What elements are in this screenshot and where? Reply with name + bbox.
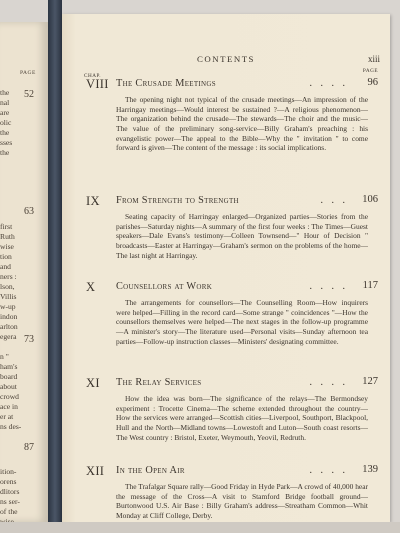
left-page-number: 63 [24, 206, 34, 217]
chapter-synopsis: The opening night not typical of the crusade meetings—An impression of the Harringay meetings—Would interest be sustained ?—A religious phenomenon—The organization behind the crusade—The stewards—The choir and the music—The value of the preliminary song-service—Billy Graham's preaching : his evangelistic power—The appeal to the Bible—Why the " invitation " to come forward is given—The content of the message : its social implications. [116, 95, 368, 153]
leader-dots: . . . . [309, 281, 348, 292]
left-page-fragment: dlitors [0, 487, 20, 496]
left-page-fragment: egera [0, 332, 17, 341]
chapter-title: The Relay Services [116, 377, 202, 388]
chapter-title: From Strength to Strength [116, 195, 239, 206]
chapter-title: Counsellors at Work [116, 281, 213, 292]
chapter-number: X [86, 280, 96, 294]
left-page-fragment: tion [0, 252, 12, 261]
left-page-fragment: first [0, 222, 13, 231]
left-page-fragment: ns ser- [0, 497, 20, 506]
chapter-page: 96 [367, 77, 378, 88]
toc-entry [86, 194, 378, 260]
left-page-fragment: orens [0, 477, 17, 486]
chapter-page: 117 [362, 280, 378, 291]
left-page-fragment: about [0, 382, 17, 391]
chapter-page: 127 [362, 376, 378, 387]
left-page [0, 22, 48, 522]
left-page-fragment: crowd [0, 392, 19, 401]
chapter-column-label: CHAP. [84, 73, 102, 79]
left-page-fragment: ham's [0, 362, 18, 371]
left-page-header: PAGE [20, 70, 36, 76]
chapter-title: In the Open Air [116, 465, 185, 476]
left-page-fragment: wise [0, 242, 14, 251]
table-surface [0, 522, 400, 533]
left-page-fragment: and [0, 262, 11, 271]
chapter-synopsis: How the idea was born—The significance of the relays—The Bermondsey experiment : Trocette Cinema—The scheme extended throughout the country—How the services were arranged—Scottish cities—Liverpool, Southport, Blackpool, Hull and the North—Midland towns—Lowestoft and Luton—South coast resorts—The West country : Bristol, Exeter, Weymouth, Yeovil, Redruth. [116, 394, 368, 442]
left-page-fragment: ners : [0, 272, 17, 281]
page-number: xiii [367, 54, 380, 64]
left-page-fragment: Villis [0, 292, 17, 301]
chapter-page: 106 [362, 194, 378, 205]
left-page-number: 73 [24, 334, 34, 345]
chapter-title: The Crusade Meetings [116, 78, 216, 89]
left-page-number: 52 [24, 89, 34, 100]
book-spine [48, 0, 62, 533]
left-page-fragment: the [0, 148, 10, 157]
left-page-fragment: the [0, 88, 10, 97]
left-page-fragment: Ruth [0, 232, 15, 241]
left-page-fragment: are [0, 108, 10, 117]
left-page-fragment: sses [0, 138, 13, 147]
right-page [62, 14, 390, 522]
chapter-page: 139 [362, 464, 378, 475]
left-page-fragment: ition- [0, 467, 17, 476]
leader-dots: . . . [320, 195, 348, 206]
chapter-synopsis: Seating capacity of Harringay enlarged—Organized parties—Stories from the parishes—Saturday nights—A summary of the first four weeks : The Times—Guest speakers—Dale Evans's testimony—Colleen Townsend—" Hour of Decision " broadcasts—Easter at Harringay—Graham's sermon on the problems of the home—The last night at Harringay. [116, 212, 368, 260]
left-page-fragment: lson, [0, 282, 15, 291]
left-page-fragment: arlton [0, 322, 18, 331]
left-page-number: 87 [24, 442, 34, 453]
toc-entry [86, 280, 378, 346]
chapter-number: XII [86, 464, 105, 478]
page-column-label: PAGE [362, 68, 378, 74]
chapter-number: XI [86, 376, 100, 390]
left-page-fragment: ace in [0, 402, 18, 411]
toc-entry [86, 464, 378, 521]
left-page-fragment: nal [0, 98, 10, 107]
leader-dots: . . . . [309, 465, 348, 476]
toc-entry [86, 77, 378, 153]
left-page-fragment: of the [0, 507, 18, 516]
left-page-fragment: indon [0, 312, 18, 321]
left-page-fragment: the [0, 128, 10, 137]
leader-dots: . . . . [309, 377, 348, 388]
left-page-fragment: olic [0, 118, 12, 127]
chapter-number: VIII [86, 77, 109, 91]
left-page-fragment: er at [0, 412, 14, 421]
chapter-synopsis: The Trafalgar Square rally—Good Friday in Hyde Park—A crowd of 40,000 hear the message of the Cross—A visit to Stamford Bridge football ground—Burtonwood U.S. Air Base : Billy Graham's address—Streatham Common—Whit Monday at Cliff College, Derby. [116, 482, 368, 520]
toc-entry [86, 376, 378, 442]
running-head: CONTENTS [197, 54, 255, 64]
chapter-number: IX [86, 194, 100, 208]
leader-dots: . . . . [309, 78, 348, 89]
left-page-fragment: n " [0, 352, 9, 361]
left-page-fragment: w-up [0, 302, 16, 311]
left-page-fragment: ns des- [0, 422, 22, 431]
left-page-fragment: board [0, 372, 18, 381]
chapter-synopsis: The arrangements for counsellors—The Counselling Room—How inquirers were helped—Filling in the record card—Some strange " coincidences "—How the counsellors themselves were helped—The next stages in the follow-up programme—A minister's story—The literature used—Personal visits—Sunday afternoon tea parties—Follow-up instruction classes—Ministers' designating committee. [116, 298, 368, 346]
